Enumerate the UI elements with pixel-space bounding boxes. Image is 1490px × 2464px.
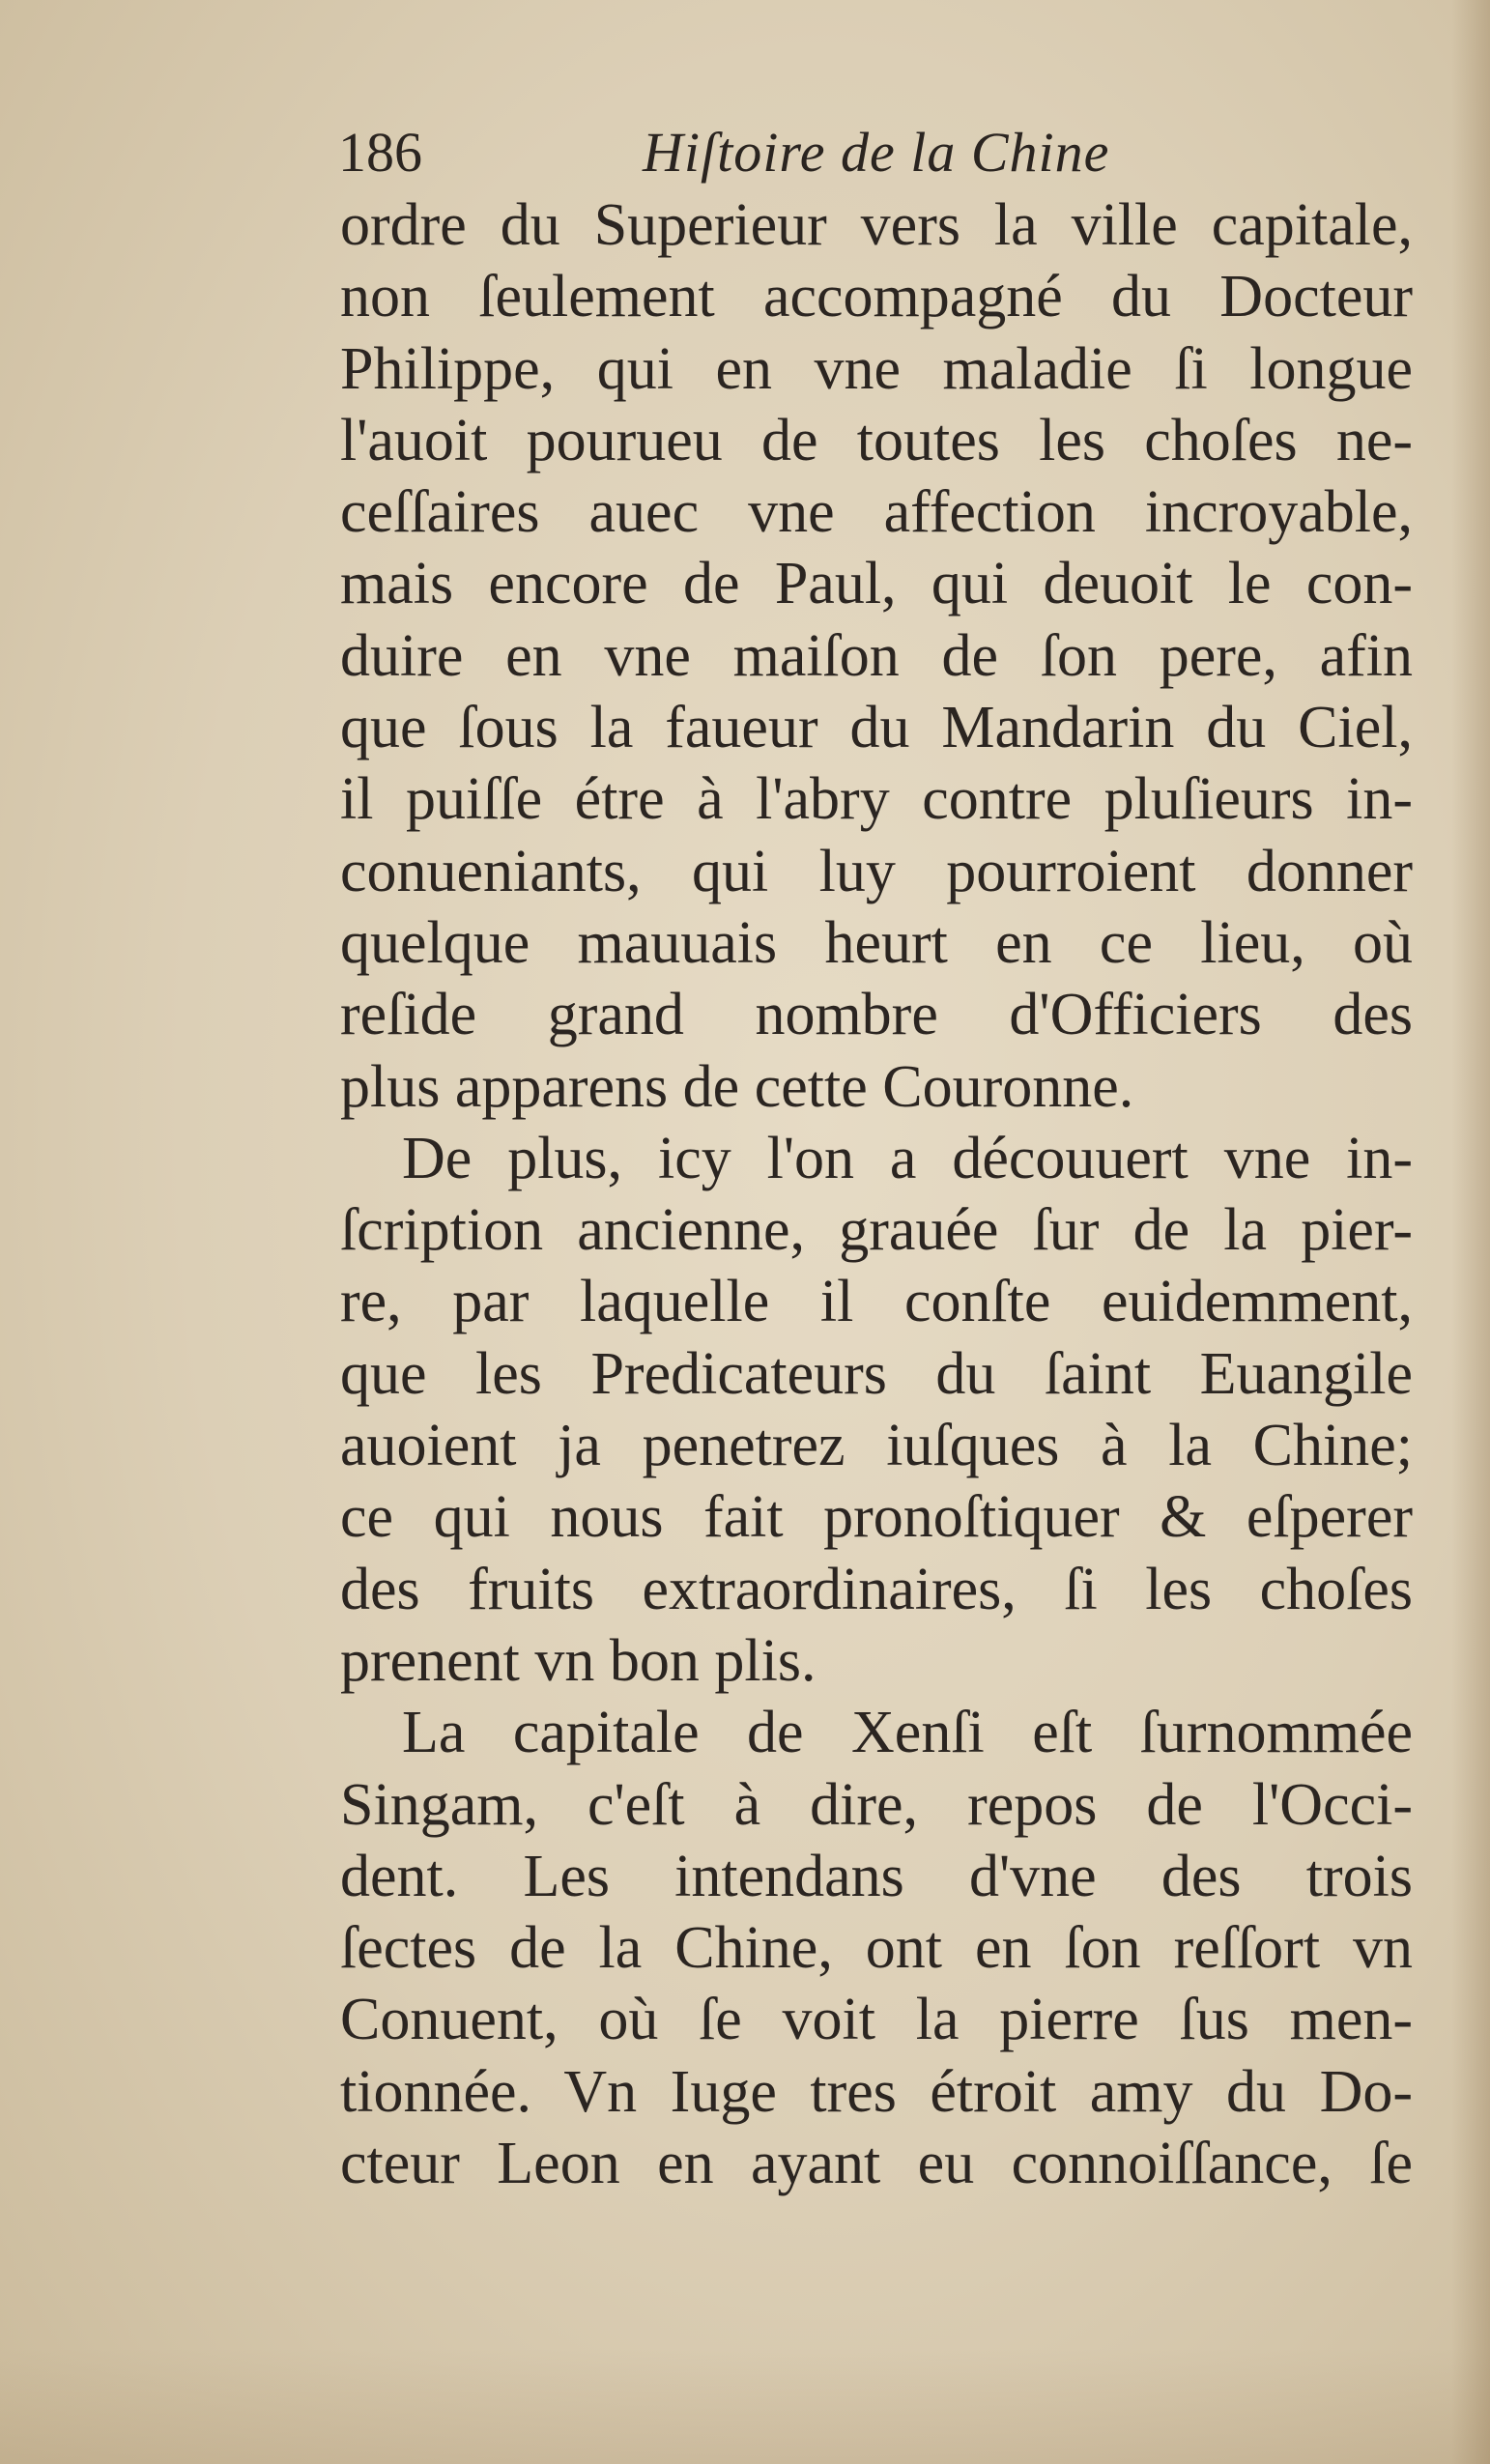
text-line: que les Predicateurs du ſaint Euangile <box>340 1340 1413 1407</box>
text-line: quelque mauuais heurt en ce lieu, où <box>340 909 1413 976</box>
text-line: l'auoit pourueu de toutes les choſes ne- <box>340 407 1413 473</box>
text-line: ordre du Superieur vers la ville capitale, <box>340 192 1413 258</box>
page-edge-shadow <box>1451 0 1490 2464</box>
paragraph-start-line: La capitale de Xenſi eſt ſurnommée <box>402 1700 1413 1766</box>
paragraph-start-line: De plus, icy l'on a découuert vne in- <box>402 1125 1413 1191</box>
text-line: dent. Les intendans d'vne des trois <box>340 1843 1413 1909</box>
text-line: Philippe, qui en vne maladie ſi longue <box>340 335 1413 402</box>
text-line: auoient ja penetrez iuſques à la Chine; <box>340 1413 1413 1479</box>
text-line: ſectes de la Chine, ont en ſon reſſort vn <box>340 1915 1413 1982</box>
text-line: tionnée. Vn Iuge tres étroit amy du Do- <box>340 2058 1413 2125</box>
body-text <box>340 189 1413 2199</box>
text-line: non ſeulement accompagné du Docteur <box>340 264 1413 330</box>
text-line: ſcription ancienne, grauée ſur de la pier- <box>340 1197 1413 1264</box>
text-line: Singam, c'eſt à dire, repos de l'Occi- <box>340 1771 1413 1838</box>
text-line: cteur Leon en ayant eu connoiſſance, ſe <box>340 2131 1413 2197</box>
text-line: ce qui nous fait pronoſtiquer & eſperer <box>340 1484 1413 1551</box>
page-header <box>338 114 1304 191</box>
text-line: il puiſſe étre à l'abry contre pluſieurs in- <box>340 766 1413 833</box>
text-line: que ſous la faueur du Mandarin du Ciel, <box>340 695 1413 761</box>
text-line: conueniants, qui luy pourroient donner <box>340 838 1413 904</box>
page-number: 186 <box>338 121 422 184</box>
running-title: Hiſtoire de la Chine <box>643 121 1110 184</box>
text-line: duire en vne maiſon de ſon pere, afin <box>340 622 1413 689</box>
text-line: reſide grand nombre d'Officiers des <box>340 982 1413 1048</box>
text-line: ceſſaires auec vne affection incroyable, <box>340 479 1413 546</box>
paragraph-end-line: prenent vn bon plis. <box>340 1627 817 1694</box>
page-bottom-stain <box>0 2348 1490 2464</box>
text-line: des fruits extraordinaires, ſi les choſes <box>340 1556 1413 1622</box>
paragraph-end-line: plus apparens de cette Couronne. <box>340 1053 1134 1120</box>
text-line: re, par laquelle il conſte euidemment, <box>340 1269 1413 1335</box>
text-line: Conuent, où ſe voit la pierre ſus men- <box>340 1987 1413 2053</box>
text-line: mais encore de Paul, qui deuoit le con- <box>340 551 1413 617</box>
